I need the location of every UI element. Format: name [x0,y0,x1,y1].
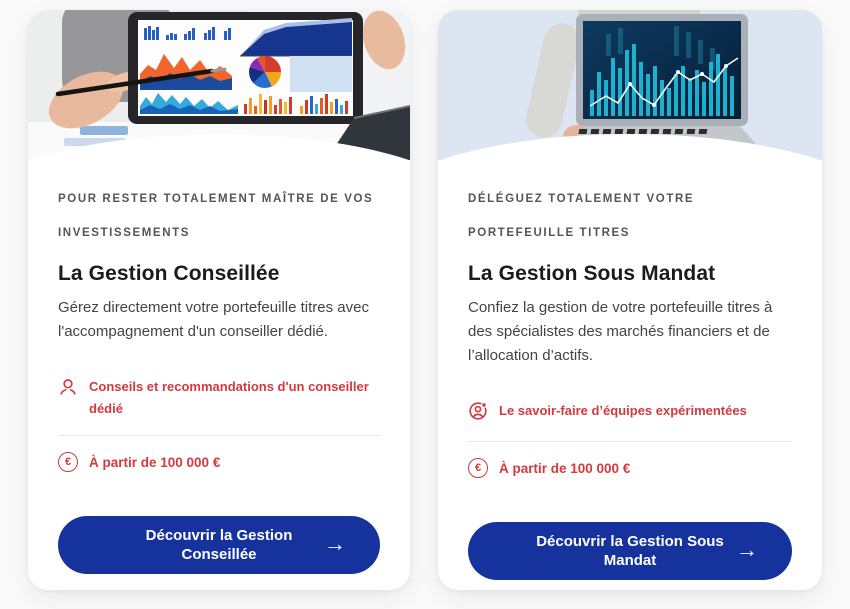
feature-label: Le savoir-faire d’équipes expérimentées [499,403,747,418]
feature-item [468,400,792,426]
arrow-right-icon: → [736,537,758,563]
card-photo-gestion-conseillee [28,10,410,160]
card-eyebrow: DÉLÉGUEZ TOTALEMENT VOTRE PORTEFEUILLE TITRES [468,193,695,239]
feature-list [58,376,380,472]
card-content [438,160,822,580]
card-title: La Gestion Conseillée [58,262,280,285]
card-gestion-sous-mandat [438,10,822,590]
feature-label: Conseils et recommandations d'un conseiller dédié [89,379,369,416]
card-description: Gérez directement votre portefeuille titres avec l'accompagnement d'un conseiller dédié. [58,299,369,340]
card-content [28,160,410,574]
divider [468,441,792,442]
price-label: À partir de 100 000 € [89,454,221,470]
card-description: Confiez la gestion de votre portefeuille titres à des spécialistes des marchés financiers et de l’allocation d’actifs. [468,299,773,364]
feature-item [58,376,380,420]
price-item [58,452,380,472]
arrow-right-icon: → [324,531,346,557]
euro-circle-icon: € [468,458,488,478]
tablet-charts-photo-illustration [28,10,410,160]
euro-circle-icon: € [58,452,78,472]
card-eyebrow: POUR RESTER TOTALEMENT MAÎTRE DE VOS INVESTISSEMENTS [58,193,374,239]
divider [58,435,380,436]
card-title: La Gestion Sous Mandat [468,262,716,285]
price-label: À partir de 100 000 € [499,460,631,476]
card-photo-gestion-sous-mandat [438,10,822,160]
price-item [468,458,792,478]
laptop-stock-chart-photo-illustration [438,10,822,160]
card-gestion-conseillee [28,10,410,590]
discover-gestion-conseillee-button[interactable] [58,516,380,574]
button-label: Découvrir la Gestion Conseillée [145,527,293,563]
team-expertise-icon [468,401,488,426]
button-label: Découvrir la Gestion Sous Mandat [536,533,724,569]
discover-gestion-sous-mandat-button[interactable] [468,522,792,580]
advisor-person-icon [58,377,78,402]
feature-list [468,400,792,478]
